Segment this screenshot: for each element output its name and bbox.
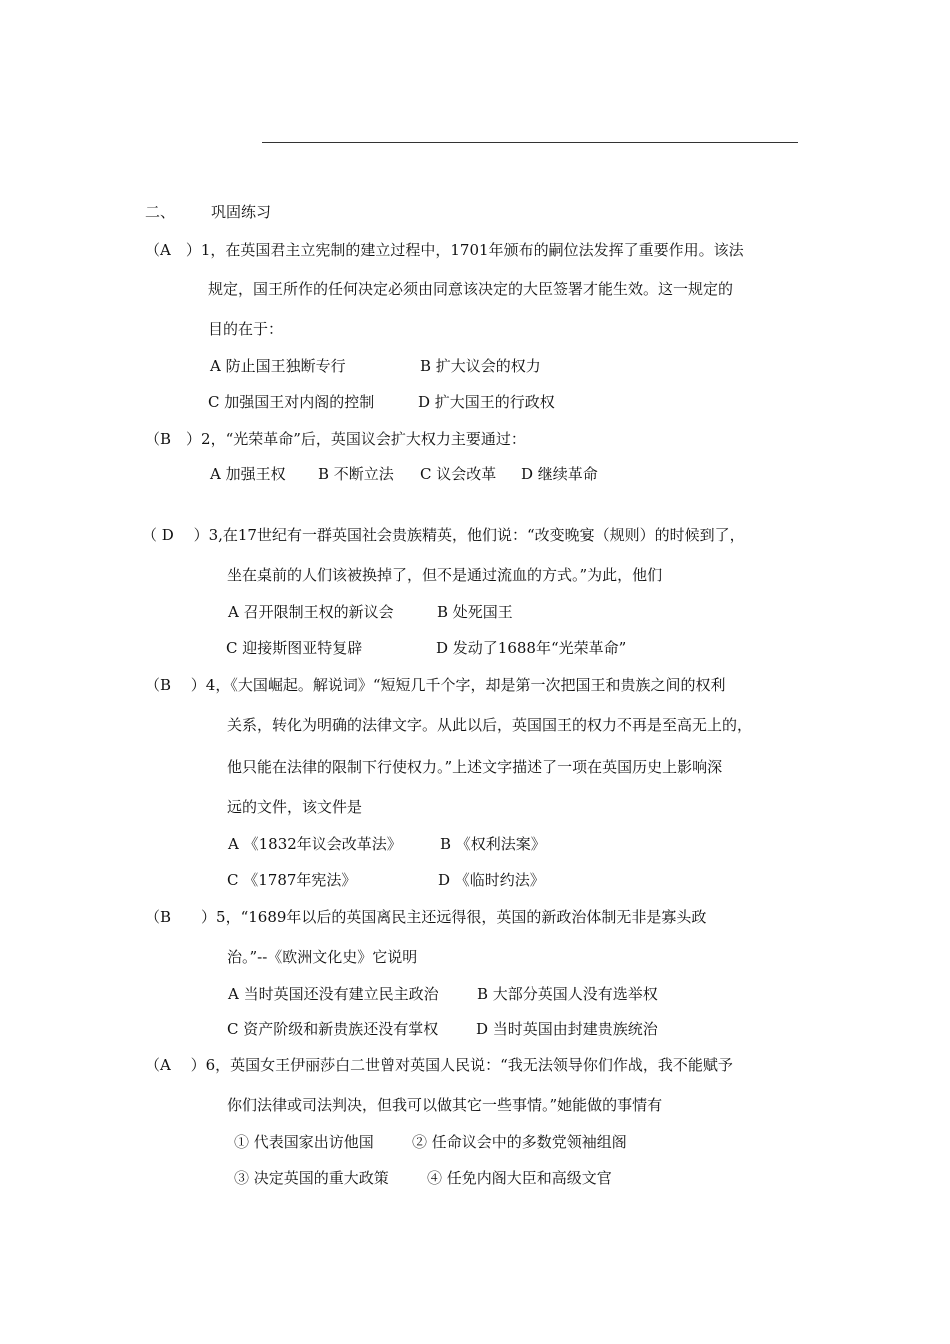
question-6-text: 6，英国女王伊丽莎白二世曾对英国人民说：“我无法领导你们作战，我不能赋予 (205, 1056, 733, 1074)
question-4-option-d: D 《临时约法》 (438, 871, 545, 889)
question-6-option-4: ④ 任免内阁大臣和高级文官 (427, 1169, 612, 1187)
question-3-answer: （ D ） (142, 526, 209, 544)
question-6-answer: （A ） (145, 1056, 206, 1074)
question-1-option-a: A 防止国王独断专行 (210, 357, 346, 375)
question-4-answer: （B ） (145, 676, 206, 694)
question-6-option-2: ② 任命议会中的多数党领袖组阁 (412, 1133, 627, 1151)
question-3-option-d: D 发动了1688年“光荣革命” (436, 639, 627, 657)
question-2-answer: （B ） (145, 430, 202, 448)
header-rule (262, 142, 798, 143)
question-2-option-b: B 不断立法 (318, 465, 394, 483)
question-3-option-b: B 处死国王 (437, 603, 513, 621)
question-3-option-a: A 召开限制王权的新议会 (228, 603, 394, 621)
question-1-line-3: 目的在于： (208, 320, 284, 338)
question-4-line-2: 关系，转化为明确的法律文字。从此以后，英国国王的权力不再是至高无上的， (227, 716, 753, 734)
question-6-line-2: 你们法律或司法判决，但我可以做其它一些事情。”她能做的事情有 (227, 1096, 663, 1114)
question-5-option-a: A 当时英国还没有建立民主政治 (228, 985, 439, 1003)
question-1-answer: （A ） (145, 241, 201, 259)
question-1-line-2: 规定，国王所作的任何决定必须由同意该决定的大臣签署才能生效。这一规定的 (208, 280, 734, 298)
section-number: 二、 (145, 203, 176, 221)
question-1-text: 1，在英国君主立宪制的建立过程中，1701年颁布的嗣位法发挥了重要作用。该法 (200, 241, 744, 259)
question-3-line-2: 坐在桌前的人们该被换掉了，但不是通过流血的方式。”为此，他们 (227, 566, 663, 584)
question-5-line-2: 治。”--《欧洲文化史》它说明 (227, 948, 418, 966)
question-2-option-a: A 加强王权 (210, 465, 286, 483)
question-2-option-d: D 继续革命 (521, 465, 598, 483)
question-5-option-b: B 大部分英国人没有选举权 (477, 985, 658, 1003)
question-6-option-3: ③ 决定英国的重大政策 (234, 1169, 389, 1187)
question-5-text: 5，“1689年以后的英国离民主还远得很，英国的新政治体制无非是寡头政 (216, 908, 707, 926)
question-1-option-c: C 加强国王对内阁的控制 (208, 393, 375, 411)
question-4-option-c: C 《1787年宪法》 (227, 871, 357, 889)
question-3-option-c: C 迎接斯图亚特复辟 (226, 639, 363, 657)
question-4-line-1 (145, 675, 726, 695)
question-2-line-1 (145, 429, 526, 449)
question-5-option-d: D 当时英国由封建贵族统治 (476, 1020, 658, 1038)
question-4-text: 4，《大国崛起。解说词》“短短几千个字，却是第一次把国王和贵族之间的权利 (205, 676, 726, 694)
question-1-option-b: B 扩大议会的权力 (420, 357, 541, 375)
question-1-line-1 (145, 240, 744, 260)
question-5-option-c: C 资产阶级和新贵族还没有掌权 (227, 1020, 439, 1038)
question-2-text: 2，“光荣革命”后，英国议会扩大权力主要通过： (201, 430, 526, 448)
section-title: 巩固练习 (211, 203, 272, 221)
question-3-text: 3,在17世纪有一群英国社会贵族精英，他们说：“改变晚宴（规则）的时候到了， (208, 526, 745, 544)
question-3-line-1 (142, 525, 745, 545)
question-4-line-3: 他只能在法律的限制下行使权力。”上述文字描述了一项在英国历史上影响深 (227, 758, 723, 776)
question-6-option-1: ① 代表国家出访他国 (234, 1133, 374, 1151)
question-5-line-1 (145, 907, 706, 927)
section-heading (145, 202, 271, 222)
question-6-line-1 (145, 1055, 733, 1075)
question-5-answer: （B ） (145, 908, 217, 926)
question-4-option-b: B 《权利法案》 (440, 835, 546, 853)
question-2-option-c: C 议会改革 (420, 465, 497, 483)
question-4-line-4: 远的文件，该文件是 (227, 798, 363, 816)
question-1-option-d: D 扩大国王的行政权 (418, 393, 555, 411)
question-4-option-a: A 《1832年议会改革法》 (228, 835, 402, 853)
